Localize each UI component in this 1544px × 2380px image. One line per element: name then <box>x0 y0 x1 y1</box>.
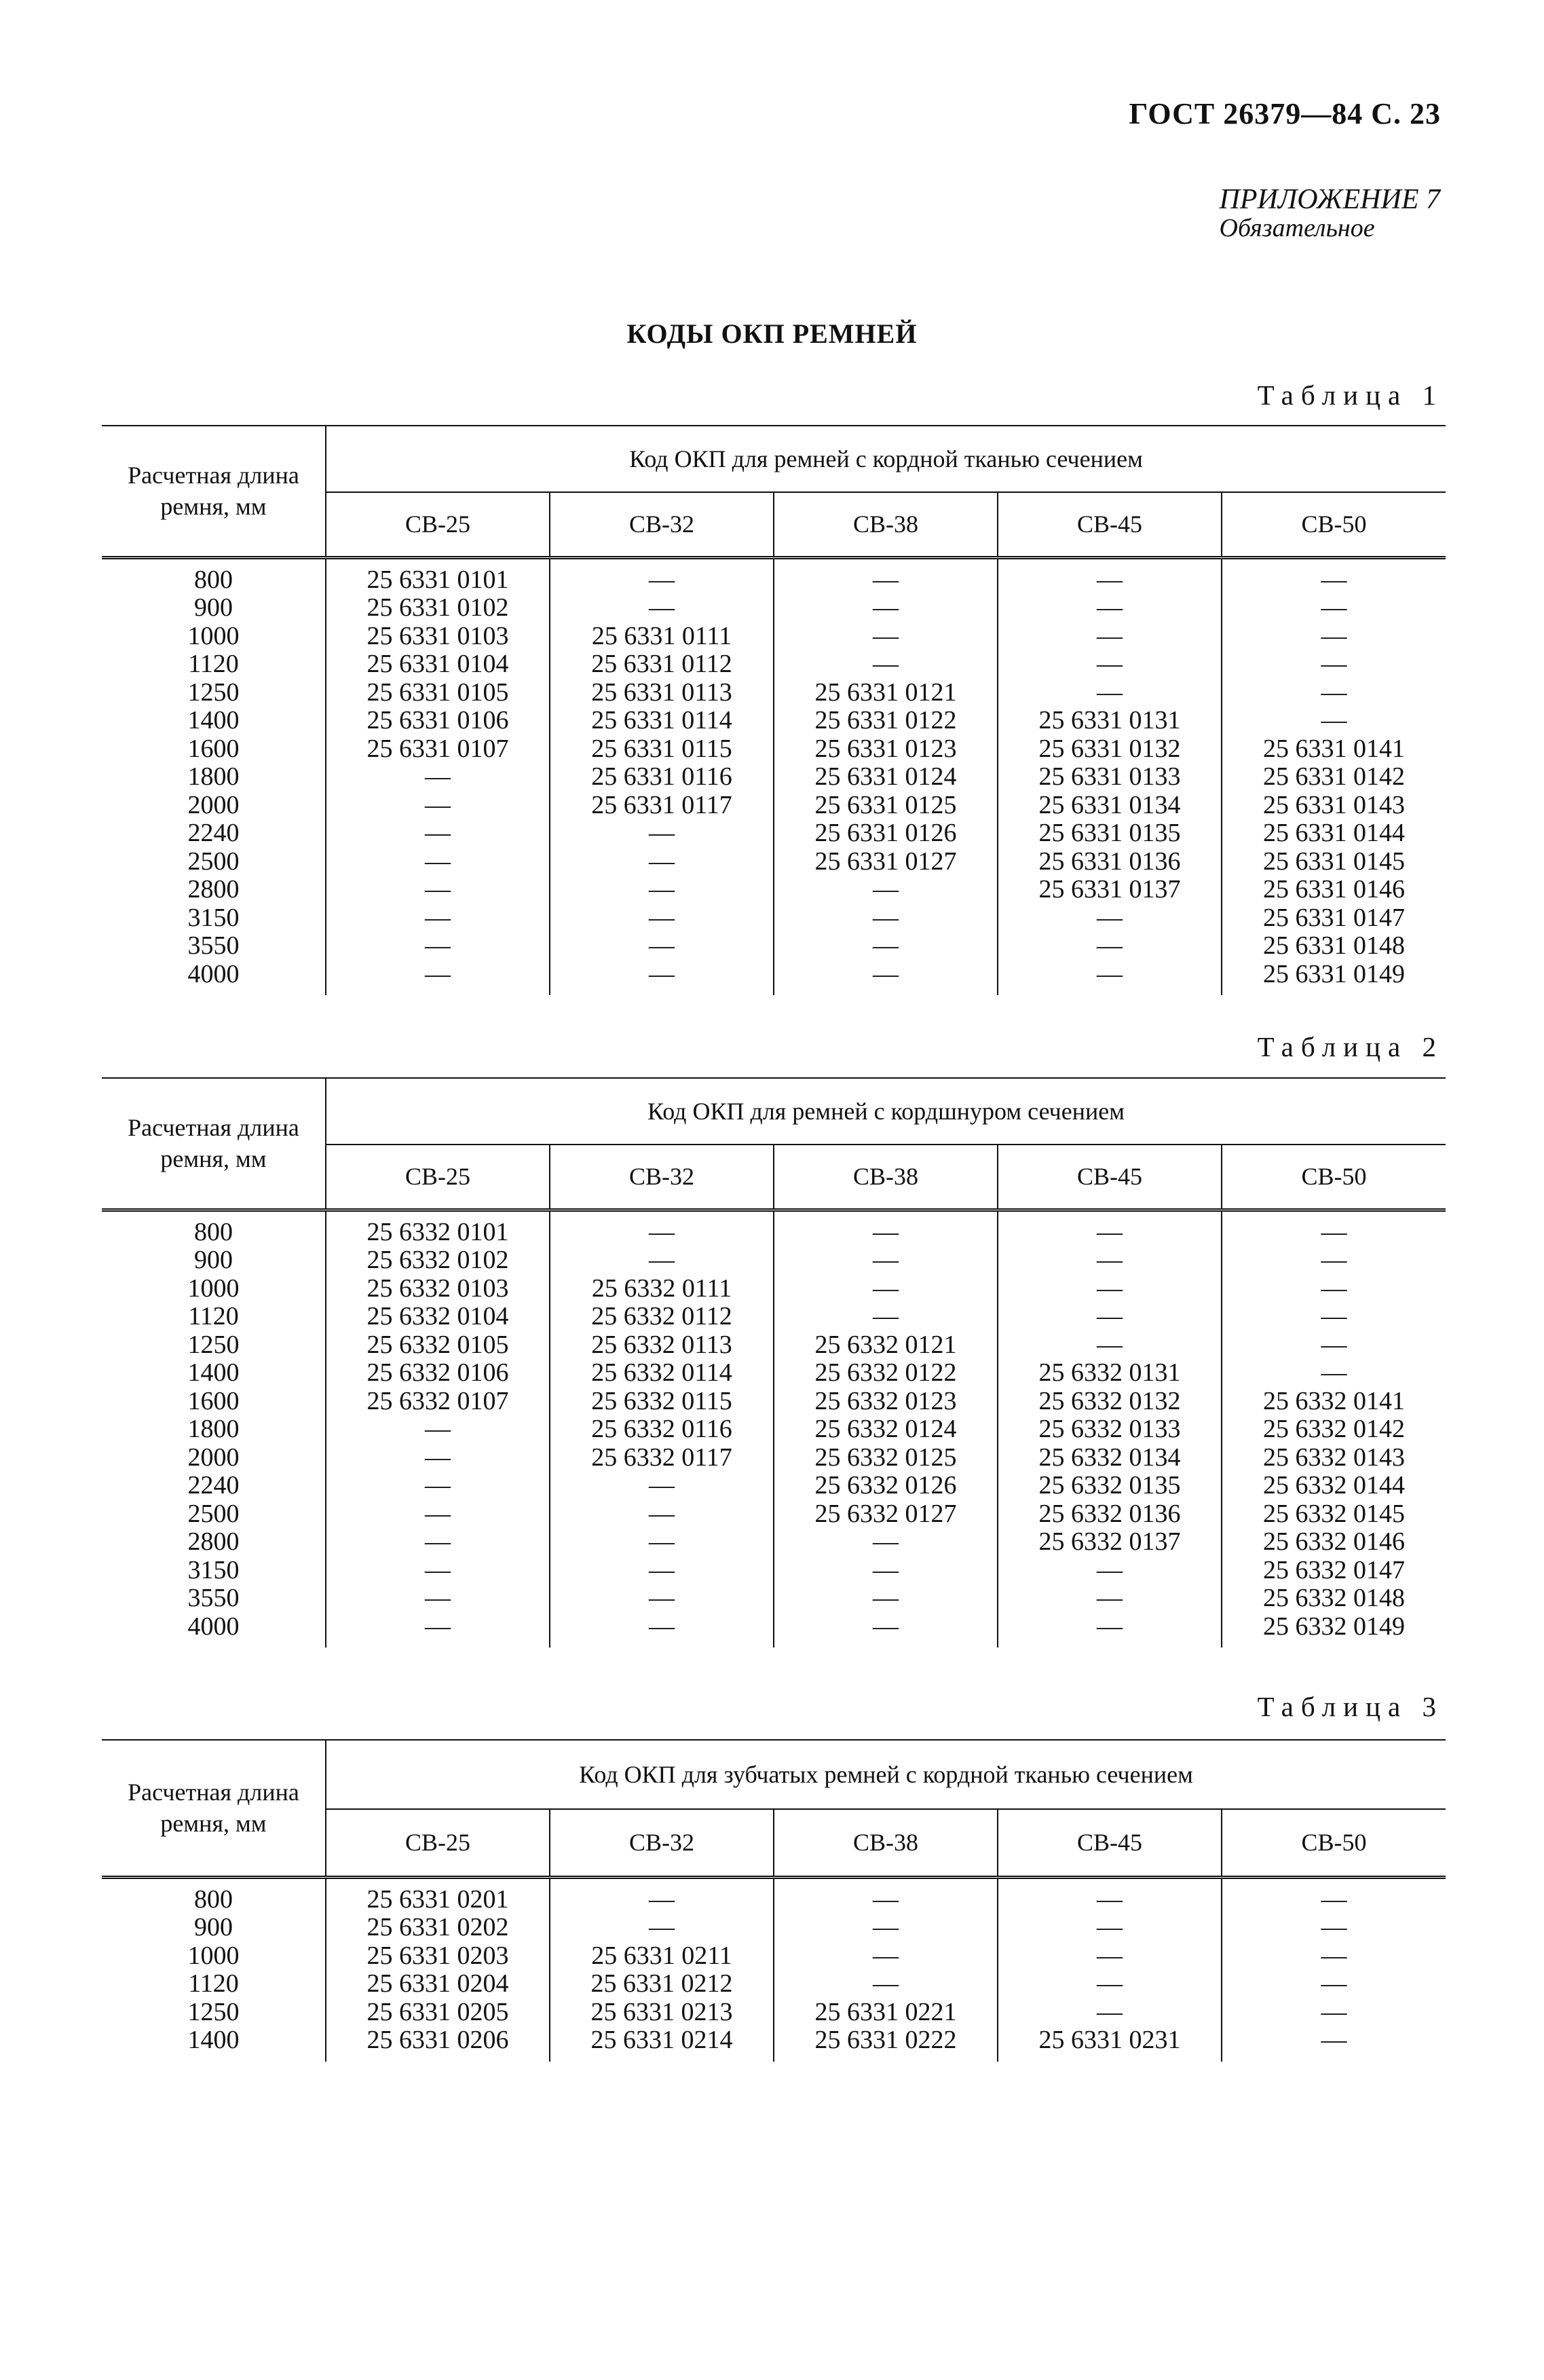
table-body <box>102 1877 1446 2062</box>
code-cell: 25 6331 0145 <box>1222 848 1446 876</box>
code-cell: 25 6331 0132 <box>998 735 1222 764</box>
table-2 <box>102 1077 1446 1648</box>
length-cell: 1120 <box>188 1969 239 1998</box>
code-cell: — <box>550 1219 774 1247</box>
code-cell: — <box>550 566 774 595</box>
code-cell: — <box>326 763 550 792</box>
code-cell: 25 6332 0137 <box>998 1528 1222 1557</box>
code-cell: — <box>998 1275 1222 1303</box>
code-cell: — <box>326 932 550 961</box>
code-cell: 25 6331 0124 <box>774 763 998 792</box>
table-row <box>102 1886 1446 1914</box>
code-cell: 25 6332 0115 <box>550 1388 774 1416</box>
code-cell: — <box>550 1584 774 1613</box>
length-cell: 1400 <box>187 706 240 735</box>
code-cell: 25 6331 0146 <box>1222 876 1446 904</box>
code-cell: 25 6332 0124 <box>774 1415 998 1444</box>
code-cell: 25 6332 0126 <box>774 1472 998 1500</box>
column-header: СВ-32 <box>550 1145 774 1210</box>
code-cell: — <box>326 1472 550 1500</box>
code-cell: 25 6332 0145 <box>1222 1500 1446 1529</box>
group-header: Код ОКП для ремней с кордной тканью сечением <box>326 426 1446 492</box>
code-cell: — <box>1222 1219 1446 1247</box>
length-cell: 2500 <box>187 1499 240 1528</box>
column-header: СВ-45 <box>998 1809 1222 1877</box>
code-cell: — <box>998 679 1222 707</box>
code-cell: — <box>1222 679 1446 707</box>
code-cell: — <box>998 1557 1222 1585</box>
code-cell: 25 6332 0148 <box>1222 1584 1446 1613</box>
code-cell: 25 6331 0131 <box>998 707 1222 735</box>
length-cell: 1120 <box>188 1302 239 1331</box>
code-cell: — <box>774 650 998 679</box>
table-row <box>102 763 1446 792</box>
code-cell: 25 6332 0107 <box>326 1388 550 1416</box>
code-cell: 25 6332 0132 <box>998 1388 1222 1416</box>
code-cell: — <box>550 904 774 933</box>
code-cell: — <box>550 1528 774 1557</box>
appendix-label-block <box>1220 183 1440 243</box>
code-cell: 25 6331 0203 <box>326 1942 550 1971</box>
column-header: СВ-45 <box>998 492 1222 557</box>
length-cell: 2000 <box>187 1443 240 1472</box>
length-cell: 3150 <box>187 903 240 932</box>
code-cell: 25 6332 0134 <box>998 1444 1222 1472</box>
code-cell: — <box>1222 566 1446 595</box>
code-cell: 25 6332 0102 <box>326 1246 550 1275</box>
code-cell: — <box>550 1613 774 1641</box>
code-cell: — <box>1222 622 1446 651</box>
code-cell: — <box>774 876 998 904</box>
code-cell: — <box>774 1970 998 1998</box>
table-1-caption: Таблица 1 <box>1257 379 1444 411</box>
code-cell: 25 6331 0107 <box>326 735 550 764</box>
code-cell: 25 6331 0125 <box>774 792 998 820</box>
table-row <box>102 1613 1446 1641</box>
code-cell: — <box>326 961 550 989</box>
code-cell: — <box>326 819 550 848</box>
code-cell: 25 6332 0143 <box>1222 1444 1446 1472</box>
length-cell: 1250 <box>187 677 240 707</box>
column-header: СВ-38 <box>774 492 998 557</box>
column-header: СВ-50 <box>1222 1145 1446 1210</box>
code-cell: 25 6331 0147 <box>1222 904 1446 933</box>
length-cell: 800 <box>194 1884 233 1914</box>
code-cell: — <box>550 1246 774 1275</box>
code-cell: — <box>550 876 774 904</box>
code-cell: — <box>326 1557 550 1585</box>
code-cell: 25 6332 0142 <box>1222 1415 1446 1444</box>
table-row <box>102 650 1446 679</box>
column-header: СВ-25 <box>326 1809 550 1877</box>
length-cell: 1000 <box>187 621 240 650</box>
table-row <box>102 735 1446 764</box>
code-cell: — <box>998 932 1222 961</box>
code-cell: 25 6332 0101 <box>326 1219 550 1247</box>
code-cell: — <box>1222 1303 1446 1331</box>
code-cell: 25 6332 0112 <box>550 1303 774 1331</box>
code-cell: — <box>774 1303 998 1331</box>
code-cell: — <box>550 848 774 876</box>
code-cell: — <box>1222 1246 1446 1275</box>
code-cell: 25 6331 0116 <box>550 763 774 792</box>
code-cell: — <box>998 1998 1222 2027</box>
code-cell: — <box>550 819 774 848</box>
code-cell: — <box>774 1914 998 1942</box>
code-cell: 25 6331 0142 <box>1222 763 1446 792</box>
code-cell: — <box>774 1275 998 1303</box>
length-header: Расчетная длина ремня, мм <box>102 1740 326 1877</box>
code-cell: 25 6331 0106 <box>326 707 550 735</box>
column-header: СВ-50 <box>1222 1809 1446 1877</box>
length-cell: 900 <box>194 1913 233 1941</box>
document-title: КОДЫ ОКП РЕМНЕЙ <box>626 318 918 349</box>
code-cell: — <box>774 1219 998 1247</box>
table-row <box>102 1557 1446 1585</box>
code-cell: — <box>774 1886 998 1914</box>
code-cell: — <box>998 1584 1222 1613</box>
table-row <box>102 1942 1446 1971</box>
length-cell: 1400 <box>187 2026 240 2054</box>
table-row <box>102 707 1446 735</box>
code-cell: 25 6331 0135 <box>998 819 1222 848</box>
code-cell: — <box>998 1942 1222 1971</box>
code-cell: — <box>998 1331 1222 1360</box>
length-cell: 2800 <box>187 875 240 904</box>
code-cell: 25 6331 0149 <box>1222 961 1446 989</box>
code-cell: 25 6331 0204 <box>326 1970 550 1998</box>
code-cell: 25 6332 0149 <box>1222 1613 1446 1641</box>
code-cell: 25 6331 0134 <box>998 792 1222 820</box>
table-row <box>102 622 1446 651</box>
code-cell: 25 6332 0114 <box>550 1359 774 1388</box>
code-cell: 25 6331 0104 <box>326 650 550 679</box>
code-cell: 25 6332 0106 <box>326 1359 550 1388</box>
code-cell: 25 6331 0122 <box>774 707 998 735</box>
code-cell: 25 6332 0122 <box>774 1359 998 1388</box>
code-cell: — <box>998 594 1222 622</box>
table-row <box>102 1472 1446 1500</box>
column-header: СВ-32 <box>550 1809 774 1877</box>
table-row <box>102 1275 1446 1303</box>
table-body <box>102 557 1446 995</box>
code-cell: — <box>1222 1886 1446 1914</box>
group-header: Код ОКП для ремней с кордшнуром сечением <box>326 1078 1446 1145</box>
code-cell: 25 6332 0144 <box>1222 1472 1446 1500</box>
appendix-status: Обязательное <box>1219 214 1375 242</box>
code-cell: — <box>774 932 998 961</box>
length-cell: 1400 <box>187 1358 240 1387</box>
length-cell: 1600 <box>187 734 240 763</box>
code-cell: 25 6331 0105 <box>326 679 550 707</box>
code-cell: — <box>998 1303 1222 1331</box>
code-cell: — <box>1222 1998 1446 2027</box>
length-cell: 2240 <box>187 819 240 847</box>
table-row <box>102 1444 1446 1472</box>
code-cell: — <box>326 1584 550 1613</box>
length-cell: 4000 <box>187 1612 240 1641</box>
table-row <box>102 594 1446 622</box>
code-cell: — <box>326 848 550 876</box>
table-row <box>102 904 1446 933</box>
code-cell: — <box>998 904 1222 933</box>
code-cell: 25 6331 0231 <box>998 2026 1222 2055</box>
length-cell: 2800 <box>187 1527 240 1556</box>
table-row <box>102 679 1446 707</box>
code-cell: 25 6332 0147 <box>1222 1557 1446 1585</box>
code-cell: 25 6331 0143 <box>1222 792 1446 820</box>
code-cell: — <box>1222 1275 1446 1303</box>
table-row <box>102 932 1446 961</box>
table-row <box>102 2026 1446 2055</box>
code-cell: 25 6331 0136 <box>998 848 1222 876</box>
column-header: СВ-45 <box>998 1145 1222 1210</box>
table-body <box>102 1210 1446 1648</box>
code-cell: — <box>326 1415 550 1444</box>
table-row <box>102 1246 1446 1275</box>
length-cell: 1120 <box>188 650 239 678</box>
code-cell: — <box>774 566 998 595</box>
code-cell: 25 6331 0111 <box>550 622 774 651</box>
length-cell: 1800 <box>187 762 240 791</box>
length-cell: 1000 <box>187 1273 240 1303</box>
length-cell: 800 <box>194 565 233 594</box>
code-cell: — <box>1222 1942 1446 1971</box>
table-row <box>102 819 1446 848</box>
length-cell: 3550 <box>187 931 240 960</box>
table-3 <box>102 1739 1446 2062</box>
length-cell: 3150 <box>187 1555 240 1584</box>
code-cell: — <box>774 1557 998 1585</box>
code-cell: 25 6331 0212 <box>550 1970 774 1998</box>
code-cell: 25 6332 0127 <box>774 1500 998 1529</box>
code-cell: 25 6331 0113 <box>550 679 774 707</box>
code-cell: — <box>326 1613 550 1641</box>
length-cell: 1000 <box>187 1941 240 1970</box>
table-row <box>102 1359 1446 1388</box>
code-cell: — <box>1222 2026 1446 2055</box>
code-cell: 25 6331 0202 <box>326 1914 550 1942</box>
code-cell: 25 6331 0211 <box>550 1942 774 1971</box>
length-cell: 2500 <box>187 847 240 876</box>
code-cell: — <box>774 594 998 622</box>
code-cell: — <box>1222 1359 1446 1388</box>
length-cell: 1250 <box>187 1997 240 2026</box>
code-cell: 25 6331 0117 <box>550 792 774 820</box>
code-cell: 25 6331 0144 <box>1222 819 1446 848</box>
code-cell: — <box>998 1613 1222 1641</box>
table-row <box>102 566 1446 595</box>
code-cell: 25 6332 0125 <box>774 1444 998 1472</box>
code-cell: 25 6331 0123 <box>774 735 998 764</box>
code-cell: 25 6331 0206 <box>326 2026 550 2055</box>
code-cell: 25 6332 0146 <box>1222 1528 1446 1557</box>
code-cell: — <box>1222 1331 1446 1360</box>
table-row <box>102 1528 1446 1557</box>
code-cell: 25 6331 0213 <box>550 1998 774 2027</box>
code-cell: 25 6332 0123 <box>774 1388 998 1416</box>
table-row <box>102 792 1446 820</box>
code-cell: — <box>774 622 998 651</box>
length-cell: 1600 <box>187 1386 240 1415</box>
code-cell: — <box>550 1557 774 1585</box>
code-cell: — <box>326 876 550 904</box>
code-cell: — <box>774 1584 998 1613</box>
length-header: Расчетная длина ремня, мм <box>102 1078 326 1210</box>
code-cell: — <box>326 792 550 820</box>
code-cell: — <box>326 904 550 933</box>
code-cell: 25 6332 0121 <box>774 1331 998 1360</box>
code-cell: 25 6332 0111 <box>550 1275 774 1303</box>
length-cell: 2240 <box>187 1471 240 1500</box>
table-row <box>102 1914 1446 1942</box>
code-cell: 25 6332 0135 <box>998 1472 1222 1500</box>
code-cell: 25 6332 0103 <box>326 1275 550 1303</box>
column-header: СВ-25 <box>326 1145 550 1210</box>
table-row <box>102 961 1446 989</box>
page-header: ГОСТ 26379—84 С. 23 <box>1129 97 1441 130</box>
code-cell: — <box>1222 594 1446 622</box>
code-cell: — <box>550 594 774 622</box>
code-cell: 25 6332 0136 <box>998 1500 1222 1529</box>
code-cell: 25 6331 0205 <box>326 1998 550 2027</box>
length-cell: 1250 <box>187 1330 240 1359</box>
code-cell: — <box>1222 1914 1446 1942</box>
code-cell: 25 6331 0112 <box>550 650 774 679</box>
code-cell: — <box>774 1528 998 1557</box>
code-cell: — <box>550 1914 774 1942</box>
code-cell: — <box>550 1472 774 1500</box>
code-cell: 25 6332 0116 <box>550 1415 774 1444</box>
code-cell: 25 6331 0127 <box>774 848 998 876</box>
code-cell: — <box>1222 707 1446 735</box>
code-cell: 25 6332 0105 <box>326 1331 550 1360</box>
code-cell: — <box>998 1219 1222 1247</box>
code-cell: — <box>326 1528 550 1557</box>
code-cell: — <box>774 1613 998 1641</box>
table-row <box>102 1998 1446 2027</box>
length-cell: 2000 <box>187 790 240 819</box>
code-cell: 25 6332 0141 <box>1222 1388 1446 1416</box>
length-cell: 4000 <box>187 959 240 988</box>
column-header: СВ-32 <box>550 492 774 557</box>
code-cell: 25 6331 0214 <box>550 2026 774 2055</box>
code-cell: 25 6331 0221 <box>774 1998 998 2027</box>
code-cell: 25 6331 0103 <box>326 622 550 651</box>
code-cell: — <box>1222 650 1446 679</box>
code-cell: 25 6331 0126 <box>774 819 998 848</box>
code-cell: — <box>550 1500 774 1529</box>
table-row <box>102 1219 1446 1247</box>
code-cell: — <box>550 1886 774 1914</box>
length-cell: 1800 <box>187 1415 240 1443</box>
code-cell: 25 6331 0121 <box>774 679 998 707</box>
code-cell: 25 6332 0113 <box>550 1331 774 1360</box>
table-row <box>102 1500 1446 1529</box>
code-cell: — <box>326 1444 550 1472</box>
column-header: СВ-25 <box>326 492 550 557</box>
code-cell: 25 6331 0222 <box>774 2026 998 2055</box>
code-cell: 25 6331 0141 <box>1222 735 1446 764</box>
code-cell: 25 6331 0133 <box>998 763 1222 792</box>
table-row <box>102 876 1446 904</box>
table-2-caption: Таблица 2 <box>1257 1031 1444 1062</box>
code-cell: — <box>998 1970 1222 1998</box>
code-cell: — <box>774 1246 998 1275</box>
code-cell: 25 6331 0201 <box>326 1886 550 1914</box>
code-cell: 25 6331 0115 <box>550 735 774 764</box>
code-cell: — <box>998 1246 1222 1275</box>
code-cell: — <box>998 622 1222 651</box>
table-row <box>102 1584 1446 1613</box>
code-cell: — <box>774 961 998 989</box>
length-cell: 3550 <box>187 1584 240 1612</box>
code-cell: — <box>998 961 1222 989</box>
code-cell: — <box>998 1914 1222 1942</box>
code-cell: — <box>550 932 774 961</box>
length-cell: 900 <box>194 593 233 622</box>
code-cell: 25 6331 0137 <box>998 876 1222 904</box>
code-cell: 25 6331 0102 <box>326 594 550 622</box>
code-cell: — <box>774 904 998 933</box>
code-cell: — <box>998 1886 1222 1914</box>
code-cell: 25 6332 0133 <box>998 1415 1222 1444</box>
column-header: СВ-38 <box>774 1809 998 1877</box>
table-1 <box>102 425 1446 995</box>
table-3-caption: Таблица 3 <box>1257 1691 1444 1722</box>
code-cell: 25 6331 0101 <box>326 566 550 595</box>
code-cell: — <box>998 650 1222 679</box>
column-header: СВ-38 <box>774 1145 998 1210</box>
code-cell: — <box>1222 1970 1446 1998</box>
code-cell: — <box>550 961 774 989</box>
table-row <box>102 1970 1446 1998</box>
table-row <box>102 1415 1446 1444</box>
column-header: СВ-50 <box>1222 492 1446 557</box>
code-cell: 25 6331 0148 <box>1222 932 1446 961</box>
code-cell: — <box>998 566 1222 595</box>
table-row <box>102 1303 1446 1331</box>
length-header: Расчетная длина ремня, мм <box>102 426 326 557</box>
length-cell: 800 <box>194 1217 233 1246</box>
table-row <box>102 1388 1446 1416</box>
code-cell: — <box>774 1942 998 1971</box>
code-cell: 25 6332 0131 <box>998 1359 1222 1388</box>
table-row <box>102 848 1446 876</box>
appendix-label: ПРИЛОЖЕНИЕ 7 <box>1219 184 1440 215</box>
length-cell: 900 <box>194 1246 233 1274</box>
code-cell: — <box>326 1500 550 1529</box>
group-header: Код ОКП для зубчатых ремней с кордной тканью сечением <box>326 1740 1446 1809</box>
code-cell: 25 6332 0104 <box>326 1303 550 1331</box>
code-cell: 25 6332 0117 <box>550 1444 774 1472</box>
table-row <box>102 1331 1446 1360</box>
code-cell: 25 6331 0114 <box>550 707 774 735</box>
